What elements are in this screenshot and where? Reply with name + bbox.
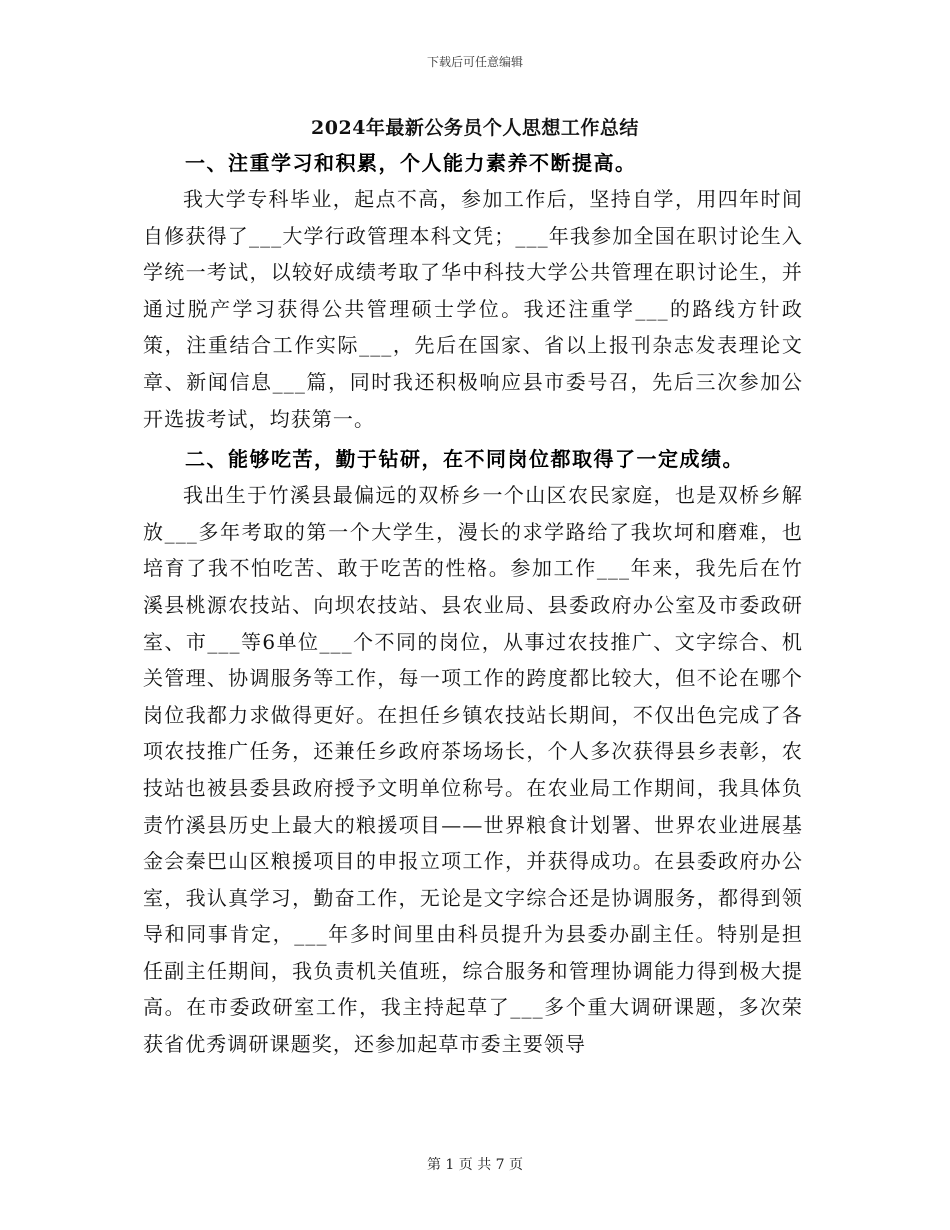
section-heading-1: 一、注重学习和积累，个人能力素养不断提高。 (185, 151, 637, 175)
page-header-note: 下载后可任意编辑 (426, 55, 523, 69)
document-body (143, 145, 803, 1063)
section-heading-2: 二、能够吃苦，勤于钻研，在不同岗位都取得了一定成绩。 (185, 447, 744, 472)
section-paragraph-2: 我出生于竹溪县最偏远的双桥乡一个山区农民家庭，也是双桥乡解放___多年考取的第一个大学生，漫长的求学路给了我坎坷和磨难，也培育了我不怕吃苦、敢于吃苦的性格。参加工作___年来，我先后在竹溪县桃源农技站、向坝农技站、县农业局、县委政府办公室及市委政研室、市___等6单位___个不同的岗位，从事过农技推广、文字综合、机关管理、协调服务等工作，每一项工作的跨度都比较大，但不论在哪个岗位我都力求做得更好。在担任乡镇农技站长期间，不仅出色完成了各项农技推广任务，还兼任乡政府茶场场长，个人多次获得县乡表彰，农技站也被县委县政府授予文明单位称号。在农业局工作期间，我具体负责竹溪县历史上最大的粮援项目——世界粮食计划署、世界农业进展基金会秦巴山区粮援项目的申报立项工作，并获得成功。在县委政府办公室，我认真学习，勤奋工作，无论是文字综合还是协调服务，都得到领导和同事肯定，___年多时间里由科员提升为县委办副主任。特别是担任副主任期间，我负责机关值班，综合服务和管理协调能力得到极大提高。在市委政研室工作，我主持起草了___多个重大调研课题，多次荣获省优秀调研课题奖，还参加起草市委主要领导 (143, 483, 803, 1057)
document-title: 2024年最新公务员个人思想工作总结 (311, 117, 639, 139)
page-number-indicator: 第 1 页 共 7 页 (426, 1157, 524, 1173)
section-paragraph-1: 我大学专科毕业，起点不高，参加工作后，坚持自学，用四年时间自修获得了___大学行政管理本科文凭；___年我参加全国在职讨论生入学统一考试，以较好成绩考取了华中科技大学公共管理在职讨论生，并通过脱产学习获得公共管理硕士学位。我还注重学___的路线方针政策，注重结合工作实际___，先后在国家、省以上报刊杂志发表理论文章、新闻信息___篇，同时我还积极响应县市委号召，先后三次参加公开选拔考试，均获第一。 (143, 187, 803, 431)
